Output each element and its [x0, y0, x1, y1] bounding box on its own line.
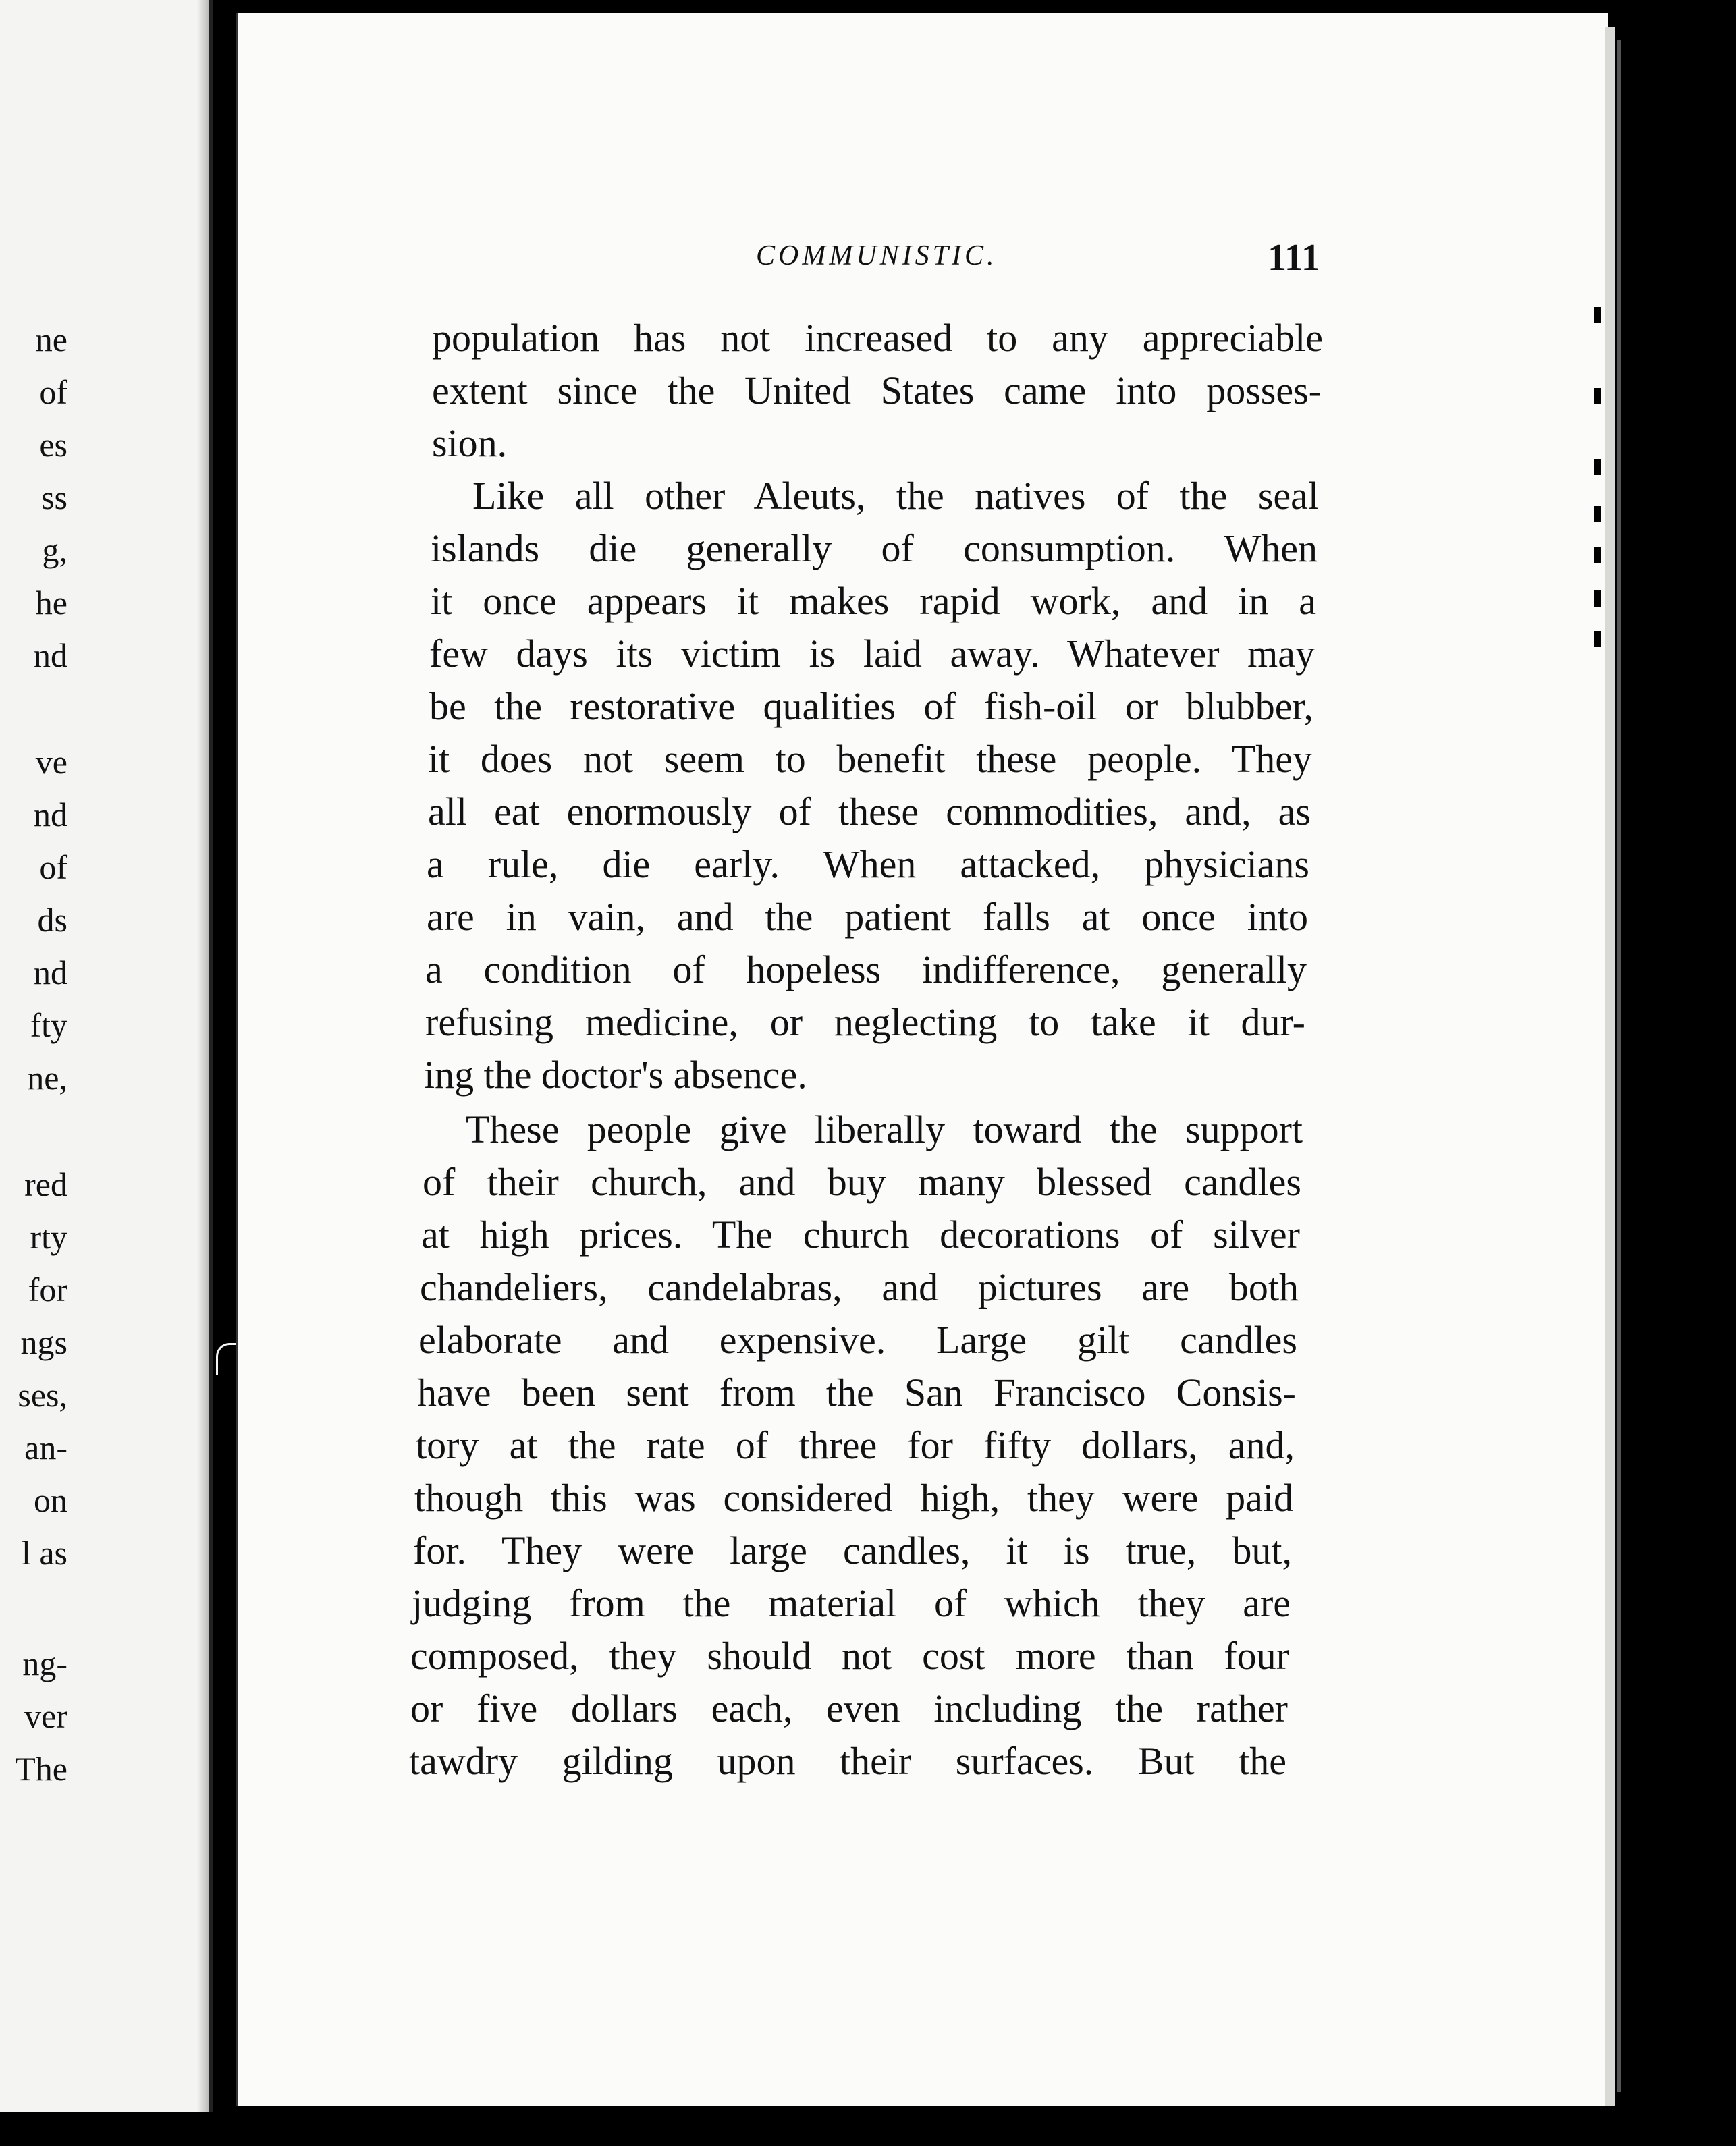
left-line-fragment: es — [39, 426, 67, 464]
body-text-line: a condition of hopeless indifference, generally — [425, 947, 1307, 991]
body-text-line: have been sent from the San Francisco Consis- — [417, 1371, 1296, 1414]
body-text-line: or five dollars each, even including the rather — [410, 1686, 1288, 1730]
left-facing-page — [0, 0, 213, 2112]
left-line-fragment: g, — [42, 531, 67, 569]
body-text-line: sion. — [432, 421, 508, 465]
scan-mark — [1594, 547, 1601, 563]
left-line-fragment: nd — [34, 636, 67, 674]
page-edge — [1605, 27, 1615, 2106]
body-text-line: ing the doctor's absence. — [424, 1053, 807, 1097]
left-line-fragment: for — [28, 1271, 67, 1309]
left-line-fragment: ng- — [22, 1645, 67, 1682]
body-text-line: of their church, and buy many blessed candles — [423, 1160, 1301, 1204]
page-edge-shadow — [1617, 40, 1621, 2092]
left-line-fragment: nd — [34, 954, 67, 991]
left-line-fragment: ds — [37, 901, 67, 939]
body-text-line: tawdry gilding upon their surfaces. But the — [409, 1739, 1286, 1783]
scan-mark — [1594, 388, 1601, 404]
scan-mark — [1594, 590, 1601, 607]
body-text-line: judging from the material of which they are — [412, 1581, 1291, 1625]
body-text-line: Like all other Aleuts, the natives of the seal — [472, 474, 1319, 518]
body-text-line: though this was considered high, they were paid — [414, 1476, 1293, 1520]
left-line-fragment: nd — [34, 796, 67, 833]
body-text-line: for. They were large candles, it is true, but, — [413, 1529, 1292, 1572]
left-line-fragment: ngs — [20, 1323, 67, 1361]
body-text-line: it once appears it makes rapid work, and in a — [431, 579, 1316, 623]
body-text-line: These people give liberally toward the support — [466, 1107, 1303, 1151]
left-line-fragment: ne — [35, 321, 67, 358]
body-text-line: elaborate and expensive. Large gilt candles — [418, 1318, 1297, 1362]
left-line-fragment: ss — [41, 478, 67, 516]
left-line-fragment: on — [34, 1481, 67, 1519]
running-head: COMMUNISTIC. — [756, 240, 998, 271]
left-line-fragment: red — [24, 1165, 67, 1203]
body-text-line: population has not increased to any appreciable — [432, 316, 1323, 360]
left-line-fragment: rty — [30, 1218, 67, 1256]
scan-mark — [1594, 459, 1601, 475]
body-text-line: composed, they should not cost more than four — [410, 1634, 1289, 1678]
left-line-fragment: of — [39, 848, 67, 886]
body-text-line: are in vain, and the patient falls at once into — [427, 895, 1308, 939]
scan-mark — [1594, 307, 1601, 323]
left-line-fragment: of — [39, 373, 67, 411]
body-text-line: chandeliers, candelabras, and pictures are both — [420, 1265, 1299, 1309]
left-line-fragment: The — [15, 1750, 67, 1788]
body-text-line: refusing medicine, or neglecting to take it dur- — [425, 1000, 1305, 1044]
body-text-line: it does not seem to benefit these people. They — [428, 737, 1312, 781]
body-text-line: tory at the rate of three for fifty dollars, and, — [416, 1423, 1295, 1467]
left-line-fragment: an- — [24, 1429, 67, 1466]
gutter-shadow — [197, 0, 209, 2112]
body-text-line: a rule, die early. When attacked, physicians — [427, 842, 1309, 886]
left-line-fragment: ses, — [18, 1376, 67, 1414]
body-text-line: islands die generally of consumption. When — [431, 526, 1318, 570]
left-line-fragment: he — [35, 584, 67, 622]
scan-mark — [1594, 631, 1601, 647]
left-line-fragment: fty — [30, 1006, 67, 1044]
body-text-line: at high prices. The church decorations of silver — [421, 1213, 1300, 1257]
body-text-line: few days its victim is laid away. Whatever may — [429, 632, 1315, 676]
body-text-line: be the restorative qualities of fish-oil or blubber, — [429, 684, 1313, 728]
page-number: 111 — [1268, 237, 1320, 279]
body-text-line: all eat enormously of these commodities, and, as — [428, 790, 1311, 833]
body-text-line: extent since the United States came into posses- — [432, 368, 1322, 412]
left-line-fragment: ve — [35, 743, 67, 781]
scan-mark — [1594, 506, 1601, 522]
paper-crease-mark — [216, 1343, 238, 1375]
left-line-fragment: l as — [21, 1534, 67, 1572]
left-line-fragment: ver — [24, 1697, 67, 1735]
left-line-fragment: ne, — [27, 1059, 67, 1097]
